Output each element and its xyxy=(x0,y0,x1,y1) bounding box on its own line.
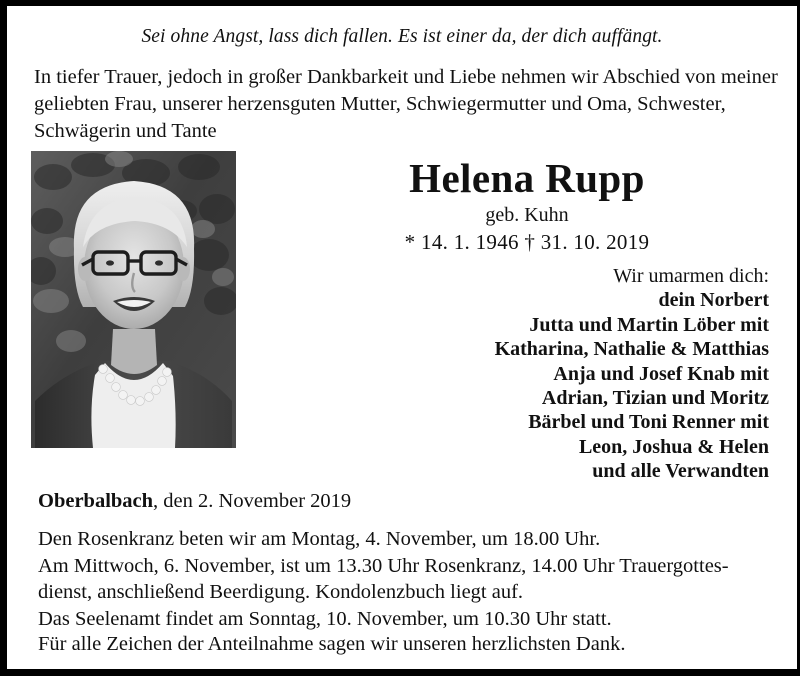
mourners-lead: Wir umarmen dich: xyxy=(613,265,769,287)
mourner-line: Jutta und Martin Löber mit xyxy=(529,313,769,336)
mourner-line: Anja und Josef Knab mit xyxy=(553,362,769,385)
motto-text: Sei ohne Angst, lass dich fallen. Es ist einer da, der dich auffängt. xyxy=(141,26,663,47)
mourner-line: Leon, Joshua & Helen xyxy=(578,435,769,458)
place-name: Oberbalbach xyxy=(38,490,154,512)
thanks-text: Für alle Zeichen der Anteilnahme sagen wir unseren herzlichsten Dank. xyxy=(38,633,626,655)
place-and-date xyxy=(38,488,351,514)
service-details xyxy=(38,526,780,632)
portrait-photo xyxy=(31,151,236,448)
mourners-block xyxy=(349,264,769,484)
maiden-name: geb. Kuhn xyxy=(485,204,569,226)
mourner-line: Bärbel und Toni Renner mit xyxy=(528,411,769,434)
service-line: Den Rosenkranz beten wir am Montag, 4. November, um 18.00 Uhr. xyxy=(38,528,601,550)
mourner-line: und alle Verwandten xyxy=(592,460,769,483)
place-date-rest: , den 2. November 2019 xyxy=(153,490,352,512)
intro-paragraph: In tiefer Trauer, jedoch in großer Dankbarkeit und Liebe nehmen wir Abschied von meiner geliebten Frau, unserer herzensguten Mutter, Schwiegermutter und Oma, Schwester, Schwägerin und Tante xyxy=(34,66,778,142)
service-line: Am Mittwoch, 6. November, ist um 13.30 Uhr Rosenkranz, 14.00 Uhr Trauergottes-dienst, anschließend Beerdigung. Kondolenzbuch liegt auf. xyxy=(38,554,729,603)
mourner-line: Katharina, Nathalie & Matthias xyxy=(494,338,769,361)
service-line: Das Seelenamt findet am Sonntag, 10. November, um 10.30 Uhr statt. xyxy=(38,607,612,630)
deceased-name-block xyxy=(247,154,800,255)
notice-inner xyxy=(7,6,797,669)
deceased-name: Helena Rupp xyxy=(409,155,645,201)
mourner-line: Adrian, Tizian und Moritz xyxy=(541,387,769,410)
portrait-photo-image xyxy=(31,151,236,448)
life-dates: * 14. 1. 1946 † 31. 10. 2019 xyxy=(404,230,650,254)
mourner-line: dein Norbert xyxy=(658,289,769,312)
